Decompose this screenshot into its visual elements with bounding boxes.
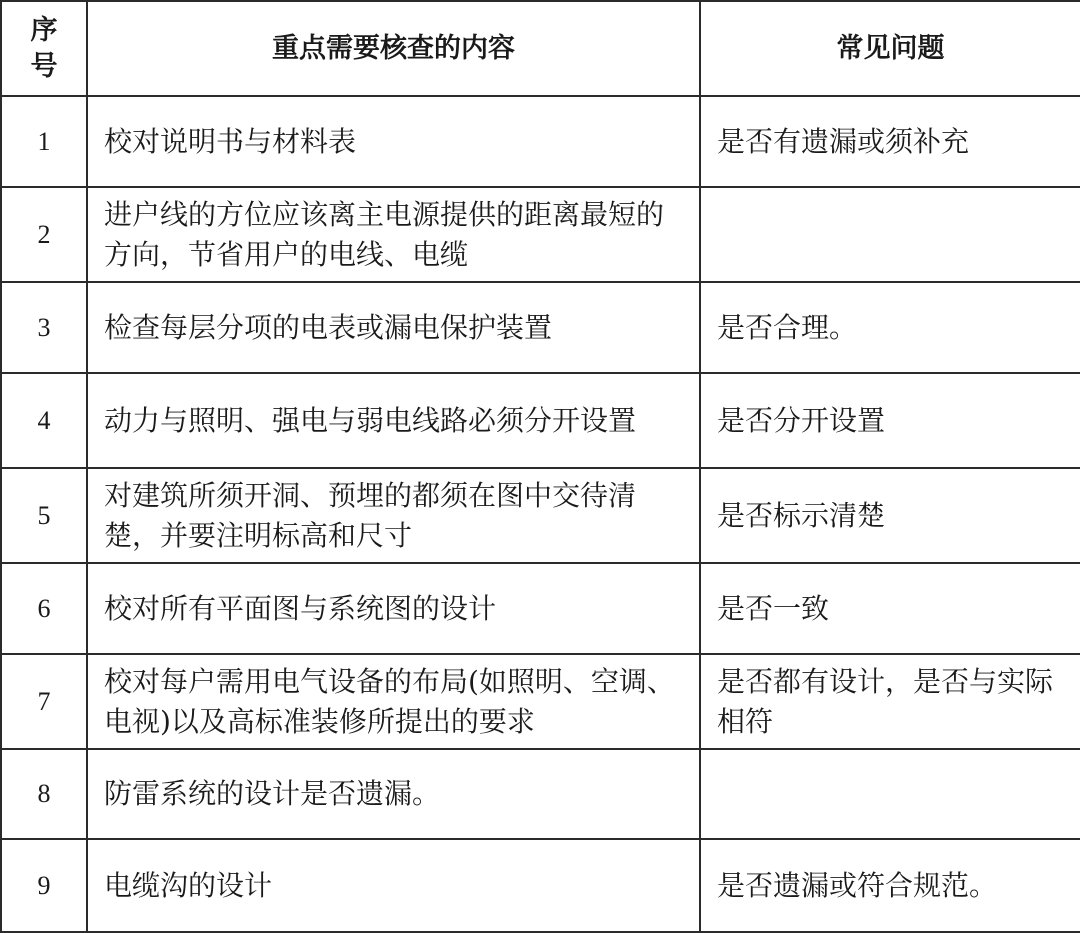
row-issue: 是否有遗漏或须补充	[700, 96, 1080, 187]
row-index: 6	[1, 563, 87, 654]
row-issue	[700, 749, 1080, 839]
table-body	[1, 96, 1080, 932]
row-content: 校对每户需用电气设备的布局(如照明、空调、电视)以及高标准装修所提出的要求	[87, 654, 700, 749]
table-row	[1, 563, 1080, 654]
row-issue	[700, 187, 1080, 282]
row-content: 防雷系统的设计是否遗漏。	[87, 749, 700, 839]
header-index	[1, 1, 87, 96]
table-row	[1, 373, 1080, 468]
row-index: 5	[1, 468, 87, 563]
header-row	[1, 1, 1080, 96]
header-issues: 常见问题	[700, 1, 1080, 96]
table-row	[1, 654, 1080, 749]
table-row	[1, 839, 1080, 932]
row-issue: 是否遗漏或符合规范。	[700, 839, 1080, 932]
row-content: 对建筑所须开洞、预埋的都须在图中交待清楚，并要注明标高和尺寸	[87, 468, 700, 563]
row-issue: 是否都有设计，是否与实际相符	[700, 654, 1080, 749]
table-header	[1, 1, 1080, 96]
row-index: 4	[1, 373, 87, 468]
row-index: 9	[1, 839, 87, 932]
row-index: 3	[1, 282, 87, 373]
table-row	[1, 96, 1080, 187]
row-index: 7	[1, 654, 87, 749]
row-content: 进户线的方位应该离主电源提供的距离最短的方向，节省用户的电线、电缆	[87, 187, 700, 282]
row-content: 动力与照明、强电与弱电线路必须分开设置	[87, 373, 700, 468]
row-index: 1	[1, 96, 87, 187]
row-index: 2	[1, 187, 87, 282]
table-row	[1, 282, 1080, 373]
header-content: 重点需要核查的内容	[87, 1, 700, 96]
table-row	[1, 187, 1080, 282]
row-issue: 是否一致	[700, 563, 1080, 654]
header-index-line2: 号	[30, 50, 58, 82]
header-index-line1: 序	[30, 14, 58, 46]
row-issue: 是否合理。	[700, 282, 1080, 373]
table-row	[1, 468, 1080, 563]
row-issue: 是否标示清楚	[700, 468, 1080, 563]
row-content: 校对所有平面图与系统图的设计	[87, 563, 700, 654]
row-issue: 是否分开设置	[700, 373, 1080, 468]
table-row	[1, 749, 1080, 839]
row-content: 电缆沟的设计	[87, 839, 700, 932]
row-content: 校对说明书与材料表	[87, 96, 700, 187]
row-content: 检查每层分项的电表或漏电保护装置	[87, 282, 700, 373]
row-index: 8	[1, 749, 87, 839]
